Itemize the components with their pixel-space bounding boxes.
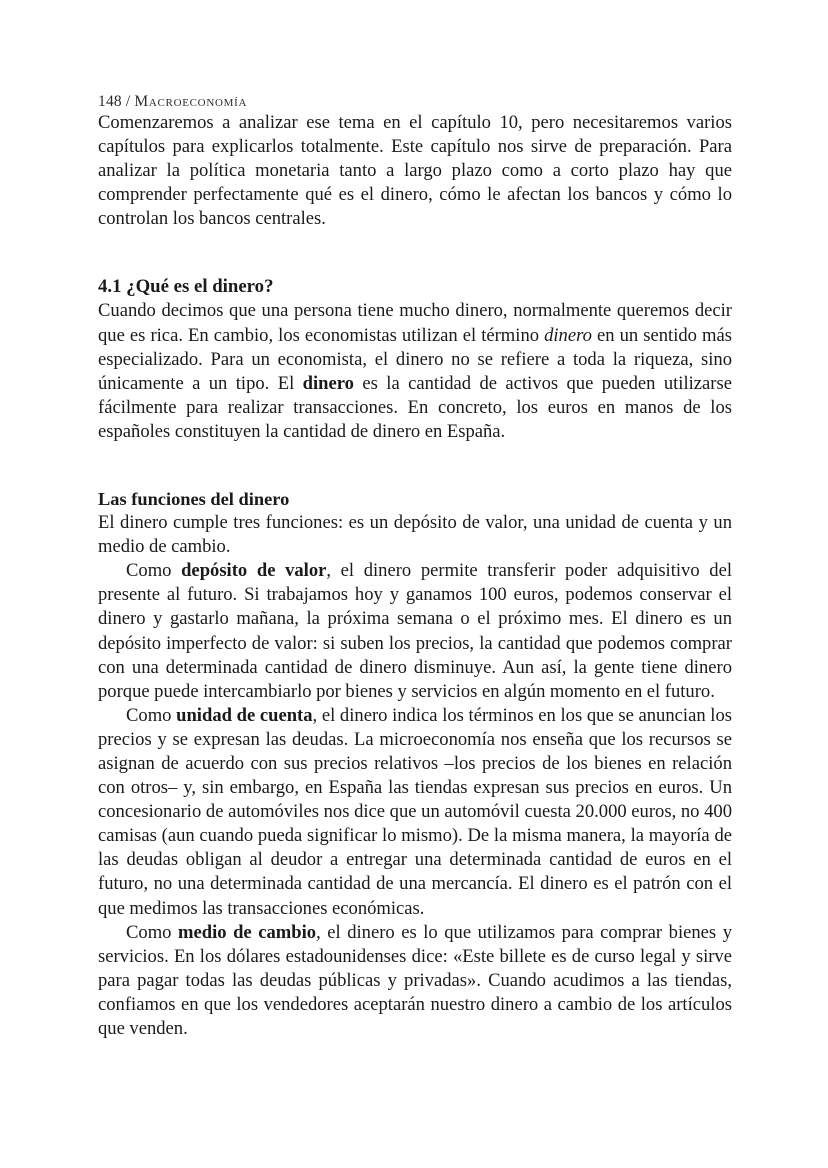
store-of-value-text: , el dinero permite transferir poder adquisitivo del presente al futuro. Si trabajamos hoy y ganamos 100 euros, podemos conservar el dinero y gastarlo mañana, la próxima semana o el próximo mes. El dinero es un depósito imperfecto de valor: si suben los precios, la cantidad que podemos comprar con una determinada cantidad de dinero disminuye. Aun así, la gente tiene dinero porque puede intercambiarlo por bienes y servicios en algún momento en el futuro. xyxy=(98,560,732,702)
store-of-value-paragraph xyxy=(98,559,732,704)
definition-paragraph xyxy=(98,299,732,444)
definition-text-part1: Cuando decimos que una persona tiene mucho dinero, normalmente queremos decir que es rica. En cambio, los economistas utilizan el término xyxy=(98,300,732,346)
medium-of-exchange-text: , el dinero es lo que utilizamos para comprar bienes y servicios. En los dólares estadounidenses dice: «Este billete es de curso legal y sirve para pagar todas las deudas públicas y privadas». Cuando acudimos a las tiendas, confiamos en que los vendedores aceptarán nuestro dinero a cambio de los artículos que venden. xyxy=(98,921,732,1039)
medium-of-exchange-paragraph xyxy=(98,921,732,1041)
unit-of-account-paragraph xyxy=(98,704,732,921)
medium-of-exchange-lead-in: Como xyxy=(126,921,178,943)
subsection-heading: Las funciones del dinero xyxy=(98,489,290,510)
bold-term-dinero: dinero xyxy=(302,372,354,394)
section-heading: 4.1 ¿Qué es el dinero? xyxy=(98,276,274,298)
bold-term-medio-de-cambio: medio de cambio xyxy=(178,921,317,943)
intro-paragraph: Comenzaremos a analizar ese tema en el capítulo 10, pero necesitaremos varios capítulos para explicarlos totalmente. Este capítulo nos sirve de preparación. Para analizar la política monetaria tanto a largo plazo como a corto plazo hay que comprender perfectamente qué es el dinero, cómo le afectan los bancos y cómo lo controlan los bancos centrales. xyxy=(98,112,732,230)
book-title: Macroeconomía xyxy=(134,93,248,110)
unit-of-account-text: , el dinero indica los términos en los que se anuncian los precios y se expresan las deudas. La microeconomía nos enseña que los recursos se asignan de acuerdo con sus precios relativos –los precios de los bienes en relación con otros– y, sin embargo, en España las tiendas expresan sus precios en euros. Un concesionario de automóviles nos dice que un automóvil cuesta 20.000 euros, no 400 camisas (aun cuando pueda significar lo mismo). De la misma manera, la mayoría de las deudas obligan al deudor a entregar una determinada cantidad de euros en el futuro, no una determinada cantidad de una mercancía. El dinero es el patrón con el que medimos las transacciones económicas. xyxy=(98,704,732,919)
functions-intro-paragraph: El dinero cumple tres funciones: es un depósito de valor, una unidad de cuenta y un medio de cambio. xyxy=(98,512,732,558)
running-header-separator: / xyxy=(125,93,131,110)
bold-term-unidad-de-cuenta: unidad de cuenta xyxy=(176,704,313,726)
page-number: 148 xyxy=(98,93,122,110)
italic-term-dinero: dinero xyxy=(544,324,592,346)
bold-term-deposito-de-valor: depósito de valor xyxy=(181,560,327,582)
definition-text-part2: en un sentido más especializado. Para un economista, el dinero no se refiere a toda la riqueza, sino únicamente a un tipo. El xyxy=(98,324,732,394)
unit-of-account-lead-in: Como xyxy=(126,704,177,726)
running-header xyxy=(98,0,732,111)
definition-text-part3: es la cantidad de activos que pueden utilizarse fácilmente para realizar transacciones. En concreto, los euros en manos de los españoles constituyen la cantidad de dinero en España. xyxy=(98,372,732,442)
store-of-value-lead-in: Como xyxy=(126,560,182,582)
page-content-column xyxy=(98,0,732,1041)
